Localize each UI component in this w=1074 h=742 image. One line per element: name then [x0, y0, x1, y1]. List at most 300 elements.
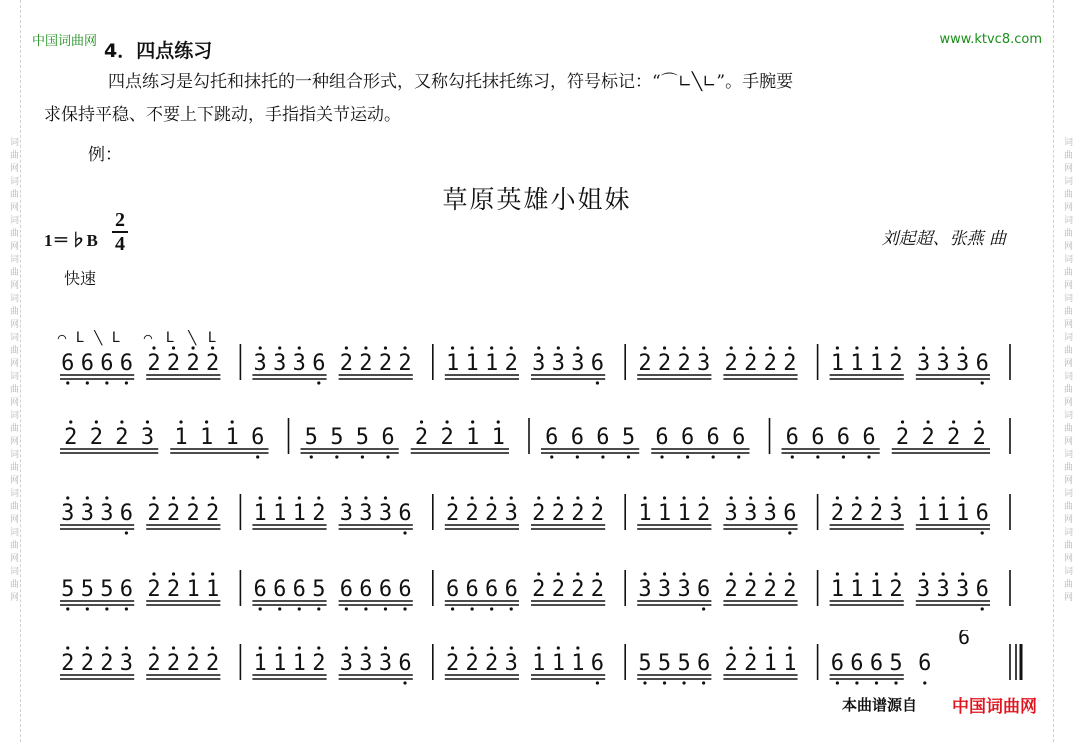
- octave-dot-low: [601, 455, 604, 458]
- octave-dot-high: [978, 420, 981, 423]
- octave-dot-low: [345, 607, 348, 610]
- octave-dot-high: [663, 346, 666, 349]
- score-note: 6: [253, 577, 267, 602]
- score-note: 6: [339, 577, 353, 602]
- octave-dot-high: [961, 346, 964, 349]
- octave-dot-high: [537, 496, 540, 499]
- score-note: 1: [253, 651, 267, 676]
- octave-dot-low: [125, 531, 128, 534]
- octave-dot-low: [278, 607, 281, 610]
- octave-dot-high: [875, 496, 878, 499]
- octave-dot-high: [643, 346, 646, 349]
- technique-mark: ⌒: [57, 330, 67, 346]
- octave-dot-high: [364, 346, 367, 349]
- octave-dot-high: [836, 496, 839, 499]
- octave-dot-high: [942, 572, 945, 575]
- octave-dot-high: [172, 496, 175, 499]
- octave-dot-high: [596, 572, 599, 575]
- score-note: 1: [551, 651, 565, 676]
- score-note: 2: [724, 351, 738, 376]
- octave-dot-high: [179, 420, 182, 423]
- score-note: 3: [61, 501, 75, 526]
- octave-dot-high: [749, 496, 752, 499]
- score-note: 2: [504, 351, 518, 376]
- paragraph-line-1-text: 四点练习是勾托和抹托的一种组合形式，又称勾托抹托练习，符号标记：“⌒∟╲∟”。手腕要: [108, 72, 794, 92]
- octave-dot-high: [836, 346, 839, 349]
- octave-dot-high: [105, 496, 108, 499]
- score-note: 1: [206, 577, 220, 602]
- score-note: 2: [89, 425, 103, 450]
- octave-dot-low: [981, 531, 984, 534]
- octave-dot-low: [867, 455, 870, 458]
- octave-dot-high: [125, 646, 128, 649]
- octave-dot-high: [557, 346, 560, 349]
- brand-watermark-left: 中国词曲网: [32, 34, 98, 49]
- octave-dot-high: [576, 572, 579, 575]
- score-note: 6: [273, 577, 287, 602]
- octave-dot-high: [172, 572, 175, 575]
- score-note: 3: [936, 351, 950, 376]
- octave-dot-high: [901, 420, 904, 423]
- octave-dot-high: [922, 572, 925, 575]
- score-note: 6: [590, 651, 605, 676]
- octave-dot-high: [384, 346, 387, 349]
- score-note: 1: [485, 351, 499, 376]
- score-note: 3: [100, 501, 114, 526]
- score-note: 1: [677, 501, 691, 526]
- octave-dot-low: [627, 455, 630, 458]
- score-note: 2: [889, 577, 903, 602]
- score-note: 2: [532, 501, 546, 526]
- score-note: 2: [677, 351, 691, 376]
- octave-dot-high: [894, 346, 897, 349]
- score-note: 6: [80, 351, 94, 376]
- octave-dot-low: [317, 607, 320, 610]
- octave-dot-low: [660, 455, 663, 458]
- octave-dot-low: [791, 455, 794, 458]
- score-note: 1: [174, 425, 188, 450]
- score-note: 2: [465, 651, 479, 676]
- score-note: 1: [763, 651, 777, 676]
- score-note: 1: [225, 425, 239, 450]
- octave-dot-high: [172, 646, 175, 649]
- score-note: 3: [763, 501, 777, 526]
- score-note: 2: [186, 651, 200, 676]
- octave-dot-high: [420, 420, 423, 423]
- score-note: 2: [147, 577, 161, 602]
- score-note: 2: [61, 651, 75, 676]
- score-note: 6: [359, 577, 373, 602]
- octave-dot-high: [278, 646, 281, 649]
- octave-dot-high: [278, 496, 281, 499]
- octave-dot-high: [576, 646, 579, 649]
- technique-mark: L: [207, 330, 217, 346]
- octave-dot-high: [855, 346, 858, 349]
- octave-dot-high: [345, 646, 348, 649]
- octave-dot-high: [922, 346, 925, 349]
- octave-dot-low: [737, 455, 740, 458]
- octave-dot-high: [259, 496, 262, 499]
- score-note: 2: [166, 651, 181, 676]
- score-note: 2: [571, 577, 585, 602]
- score-note: 6: [836, 425, 851, 450]
- score-note: 6: [975, 577, 989, 602]
- score-note: 1: [465, 351, 479, 376]
- score-note: 6: [398, 651, 412, 676]
- score-note: 6: [655, 425, 669, 450]
- score-note: 3: [916, 351, 931, 376]
- octave-dot-low: [836, 681, 839, 684]
- octave-dot-high: [942, 496, 945, 499]
- octave-dot-high: [682, 346, 685, 349]
- octave-dot-high: [836, 572, 839, 575]
- final-chord-top-note: 6: [957, 630, 971, 649]
- score-note: 1: [869, 577, 884, 602]
- octave-dot-high: [557, 572, 560, 575]
- octave-dot-high: [749, 572, 752, 575]
- octave-dot-high: [730, 572, 733, 575]
- octave-dot-high: [730, 496, 733, 499]
- octave-dot-low: [384, 607, 387, 610]
- score-note: 1: [830, 351, 844, 376]
- score-note: 1: [199, 425, 214, 450]
- octave-dot-high: [769, 496, 772, 499]
- score-note: 5: [100, 577, 114, 602]
- score-note: 6: [485, 577, 499, 602]
- score-note: 1: [532, 651, 546, 676]
- score-note: 3: [253, 351, 267, 376]
- score-note: 2: [744, 651, 758, 676]
- score-note: 1: [830, 577, 844, 602]
- octave-dot-high: [961, 496, 964, 499]
- score-note: 1: [466, 425, 480, 450]
- octave-dot-low: [702, 681, 705, 684]
- score-note: 6: [918, 651, 932, 676]
- score-note: 2: [440, 425, 454, 450]
- score-note: 6: [680, 425, 695, 450]
- octave-dot-high: [952, 420, 955, 423]
- score-note: 1: [936, 501, 950, 526]
- octave-dot-high: [557, 646, 560, 649]
- octave-dot-high: [152, 496, 155, 499]
- score-note: 6: [100, 351, 114, 376]
- score-note: 3: [889, 501, 903, 526]
- octave-dot-high: [788, 346, 791, 349]
- octave-dot-high: [702, 346, 705, 349]
- octave-dot-high: [191, 646, 194, 649]
- score-note: 2: [206, 651, 220, 676]
- score-note: 6: [504, 577, 518, 602]
- score-note: 2: [724, 577, 738, 602]
- right-margin-watermark: 词曲网词曲网词曲网词曲网词曲网词曲网词曲网词曲网词曲网词曲网词曲网词曲网: [1053, 0, 1074, 742]
- score-note: 2: [166, 577, 181, 602]
- score-note: 2: [186, 501, 200, 526]
- octave-dot-high: [663, 572, 666, 575]
- octave-dot-low: [335, 455, 338, 458]
- octave-dot-high: [922, 496, 925, 499]
- octave-dot-low: [981, 607, 984, 610]
- octave-dot-high: [510, 646, 513, 649]
- octave-dot-high: [146, 420, 149, 423]
- octave-dot-high: [749, 346, 752, 349]
- octave-dot-high: [537, 346, 540, 349]
- octave-dot-low: [923, 681, 926, 684]
- octave-dot-low: [643, 681, 646, 684]
- score-note: 6: [830, 651, 844, 676]
- octave-dot-high: [643, 572, 646, 575]
- score-note: 3: [551, 351, 565, 376]
- score-note: 2: [147, 651, 161, 676]
- score-note: 6: [381, 425, 395, 450]
- score-note: 2: [414, 425, 429, 450]
- octave-dot-low: [317, 381, 320, 384]
- octave-dot-low: [66, 607, 69, 610]
- score-note: 2: [657, 351, 672, 376]
- score-note: 1: [850, 351, 864, 376]
- score-note: 3: [936, 577, 950, 602]
- octave-dot-low: [298, 607, 301, 610]
- octave-dot-low: [490, 607, 493, 610]
- octave-dot-high: [451, 496, 454, 499]
- score-note: 2: [744, 351, 758, 376]
- score-note: 2: [64, 425, 78, 450]
- octave-dot-low: [403, 681, 406, 684]
- score-note: 6: [545, 425, 559, 450]
- score-note: 2: [339, 351, 353, 376]
- score-note: 2: [763, 577, 777, 602]
- time-signature: [112, 210, 128, 254]
- octave-dot-high: [317, 646, 320, 649]
- octave-dot-high: [191, 496, 194, 499]
- technique-mark: L: [165, 330, 175, 346]
- score-note: 3: [677, 577, 691, 602]
- score-note: 2: [485, 501, 499, 526]
- score-note: 5: [355, 425, 370, 450]
- octave-dot-low: [510, 607, 513, 610]
- octave-dot-high: [345, 346, 348, 349]
- octave-dot-high: [702, 496, 705, 499]
- score-note: 3: [140, 425, 155, 450]
- score-note: 3: [657, 577, 672, 602]
- score-note: 6: [61, 351, 75, 376]
- composer: 刘起超、张燕 曲: [881, 229, 1006, 249]
- octave-dot-low: [894, 681, 897, 684]
- score-note: 2: [445, 651, 460, 676]
- octave-dot-high: [537, 572, 540, 575]
- octave-dot-high: [490, 346, 493, 349]
- score-note: 5: [657, 651, 672, 676]
- score-note: 2: [551, 501, 565, 526]
- key-signature: 1＝♭B: [44, 231, 98, 250]
- score-note: 2: [783, 577, 797, 602]
- octave-dot-low: [702, 607, 705, 610]
- score-note: 2: [206, 501, 220, 526]
- score-note: 1: [292, 651, 306, 676]
- score-note: 2: [465, 501, 479, 526]
- score-note: 2: [590, 577, 605, 602]
- score-note: 1: [916, 501, 931, 526]
- score-row-3: [0, 480, 1074, 540]
- octave-dot-high: [384, 496, 387, 499]
- score-note: 5: [304, 425, 318, 450]
- octave-dot-low: [816, 455, 819, 458]
- score-note: 6: [869, 651, 884, 676]
- score-note: 2: [869, 501, 884, 526]
- score-note: 6: [697, 577, 711, 602]
- score-note: 2: [485, 651, 499, 676]
- octave-dot-high: [205, 420, 208, 423]
- score-note: 5: [330, 425, 344, 450]
- time-numerator: 2: [115, 209, 125, 231]
- octave-dot-high: [557, 496, 560, 499]
- tempo-marking: 快速: [64, 269, 97, 288]
- octave-dot-low: [855, 681, 858, 684]
- octave-dot-high: [86, 646, 89, 649]
- score-note: 2: [100, 651, 114, 676]
- octave-dot-high: [451, 346, 454, 349]
- score-note: 3: [532, 351, 546, 376]
- octave-dot-low: [105, 607, 108, 610]
- score-note: 2: [312, 501, 326, 526]
- octave-dot-high: [875, 572, 878, 575]
- octave-dot-high: [152, 646, 155, 649]
- left-margin-watermark: 词曲网词曲网词曲网词曲网词曲网词曲网词曲网词曲网词曲网词曲网词曲网词曲网: [0, 0, 21, 742]
- technique-mark: ⌒: [143, 330, 153, 346]
- octave-dot-high: [364, 496, 367, 499]
- score-note: 6: [811, 425, 825, 450]
- octave-dot-high: [769, 346, 772, 349]
- score-note: 6: [465, 577, 479, 602]
- score-note: 6: [697, 651, 711, 676]
- octave-dot-high: [875, 346, 878, 349]
- score-note: 3: [359, 651, 373, 676]
- score-note: 6: [975, 351, 989, 376]
- score-note: 2: [763, 351, 777, 376]
- score-note: 5: [312, 577, 326, 602]
- score-note: 2: [398, 351, 412, 376]
- technique-mark: ╲: [187, 330, 197, 346]
- source-label: 本曲谱源自: [842, 696, 918, 714]
- octave-dot-high: [278, 346, 281, 349]
- score-note: 6: [862, 425, 876, 450]
- score-note: 5: [61, 577, 75, 602]
- score-note: 5: [621, 425, 636, 450]
- score-note: 2: [744, 577, 758, 602]
- score-note: 3: [916, 577, 931, 602]
- score-note: 5: [677, 651, 691, 676]
- octave-dot-high: [490, 496, 493, 499]
- octave-dot-high: [471, 420, 474, 423]
- score-row-5: [0, 630, 1074, 690]
- octave-dot-low: [842, 455, 845, 458]
- source-brand: 中国词曲网: [952, 697, 1037, 717]
- score-note: 3: [273, 351, 287, 376]
- octave-dot-high: [471, 646, 474, 649]
- octave-dot-high: [172, 346, 175, 349]
- score-note: 1: [292, 501, 306, 526]
- octave-dot-high: [152, 572, 155, 575]
- octave-dot-low: [310, 455, 313, 458]
- time-denominator: 4: [115, 233, 125, 255]
- score-note: 1: [783, 651, 797, 676]
- score-note: 5: [889, 651, 903, 676]
- octave-dot-low: [386, 455, 389, 458]
- octave-dot-high: [769, 646, 772, 649]
- score-note: 2: [378, 351, 393, 376]
- score-note: 3: [697, 351, 711, 376]
- score-note: 1: [186, 577, 200, 602]
- score-note: 2: [947, 425, 961, 450]
- octave-dot-high: [471, 346, 474, 349]
- score-note: 6: [570, 425, 584, 450]
- octave-dot-high: [211, 572, 214, 575]
- score-note: 1: [253, 501, 267, 526]
- octave-dot-high: [682, 496, 685, 499]
- octave-dot-low: [686, 455, 689, 458]
- octave-dot-high: [730, 646, 733, 649]
- score-note: 3: [571, 351, 585, 376]
- octave-dot-high: [769, 572, 772, 575]
- score-note: 6: [119, 501, 134, 526]
- octave-dot-high: [105, 646, 108, 649]
- octave-dot-low: [364, 607, 367, 610]
- score-note: 2: [921, 425, 935, 450]
- octave-dot-low: [663, 681, 666, 684]
- score-note: 2: [850, 501, 864, 526]
- octave-dot-low: [712, 455, 715, 458]
- score-note: 2: [590, 501, 605, 526]
- octave-dot-high: [211, 496, 214, 499]
- score-note: 2: [830, 501, 844, 526]
- octave-dot-high: [942, 346, 945, 349]
- score-note: 6: [706, 425, 720, 450]
- octave-dot-high: [403, 346, 406, 349]
- octave-dot-high: [211, 346, 214, 349]
- octave-dot-low: [981, 381, 984, 384]
- score-note: 2: [115, 425, 129, 450]
- octave-dot-high: [961, 572, 964, 575]
- octave-dot-low: [403, 531, 406, 534]
- score-note: 2: [312, 651, 326, 676]
- score-note: 1: [571, 651, 585, 676]
- octave-dot-high: [643, 496, 646, 499]
- score-note: 3: [504, 501, 518, 526]
- octave-dot-high: [576, 496, 579, 499]
- score-note: 2: [206, 351, 220, 376]
- octave-dot-high: [451, 646, 454, 649]
- score-row-2: [0, 404, 1074, 464]
- song-title: 草原英雄小姐妹: [442, 185, 632, 214]
- score-note: 6: [975, 501, 989, 526]
- octave-dot-high: [497, 420, 500, 423]
- score-note: 1: [956, 501, 970, 526]
- octave-dot-high: [384, 646, 387, 649]
- octave-dot-low: [125, 607, 128, 610]
- score-note: 3: [638, 577, 652, 602]
- score-note: 6: [312, 351, 326, 376]
- score-row-1: [0, 330, 1074, 390]
- score-note: 3: [724, 501, 738, 526]
- octave-dot-low: [403, 607, 406, 610]
- score-note: 3: [378, 501, 393, 526]
- score-note: 1: [869, 351, 884, 376]
- score-note: 6: [732, 425, 746, 450]
- score-note: 6: [398, 501, 412, 526]
- octave-dot-high: [537, 646, 540, 649]
- octave-dot-low: [256, 455, 259, 458]
- octave-dot-high: [749, 646, 752, 649]
- score-note: 3: [339, 651, 353, 676]
